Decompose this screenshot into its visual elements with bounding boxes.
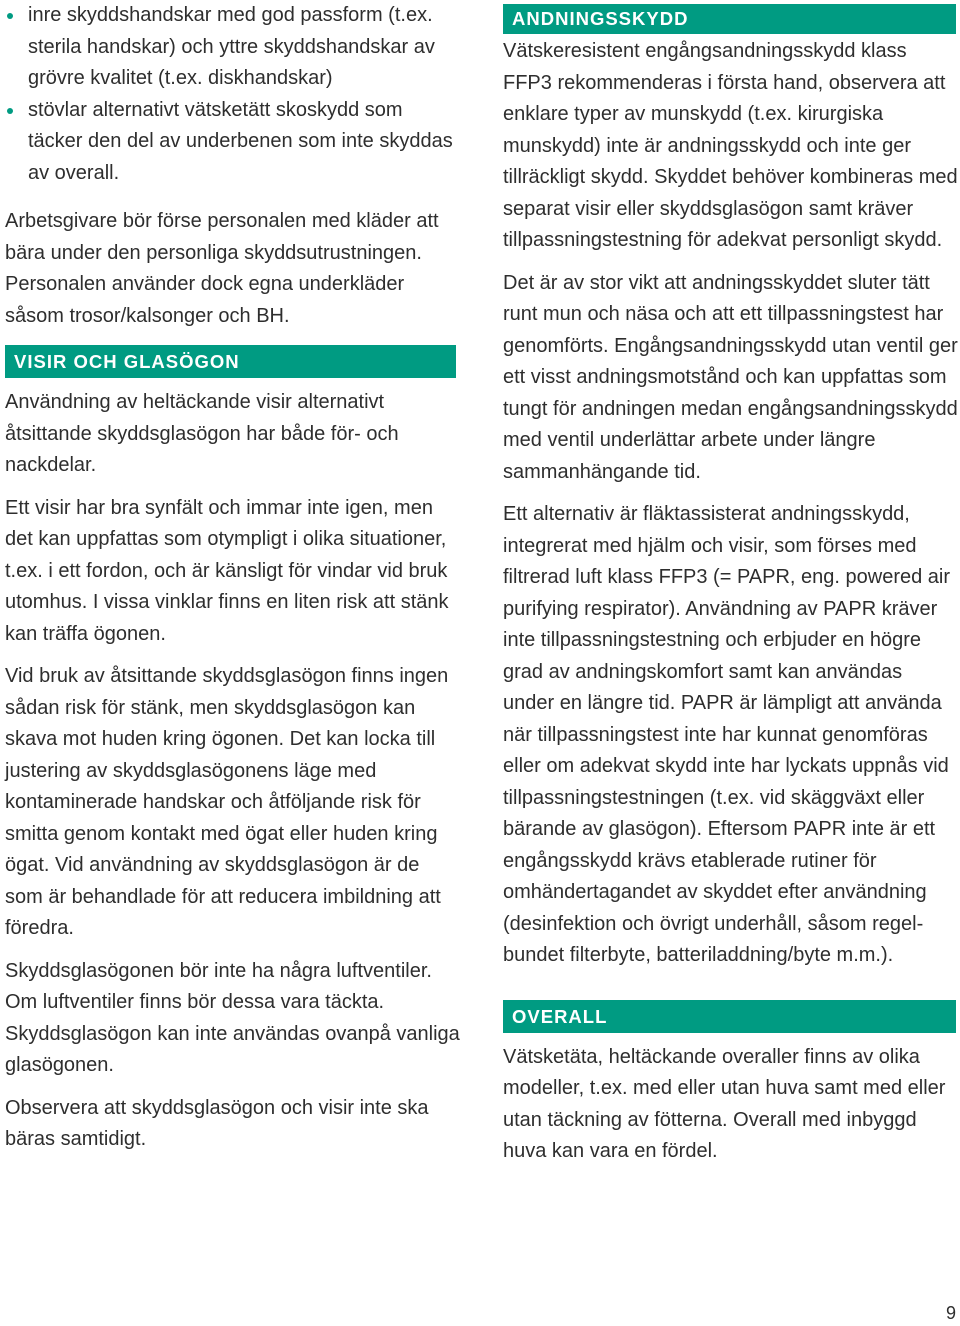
section-andningsskydd bbox=[503, 4, 958, 972]
paragraph: Skyddsglasögonen bör inte ha några luftventiler. Om luftventiler finns bör dessa vara täckta. Skyddsglasögon kan inte användas ovanpå vanliga glasögonen. bbox=[5, 959, 460, 1076]
right-column bbox=[503, 4, 958, 1179]
paragraph: Vätskeresistent engångsandningsskydd klass FFP3 rekommenderas i första hand, observera att enklare typer av munskydd (t.ex. kirurgiska munskydd) inte är andningsskydd och inte ger tillräckligt skydd. Skyddet behöver kombineras med separat visir eller skyddsglasögon samt kräver tillpassningstestning för adekvat personligt skydd. bbox=[503, 40, 958, 251]
paragraph: Vid bruk av åtsittande skyddsglasögon finns ingen sådan risk för stänk, men skyddsglasögon kan skava mot huden kring ögonen. Det kan locka till justering av skyddsglasögonens läge med kontaminerade handskar och åtföljande risk för smitta genom kontakt med ögat eller huden kring ögat. Vid användning av skyddsglasögon är de som är behandlade för att reducera imbildning att föredra. bbox=[5, 665, 449, 939]
paragraph: Användning av heltäckande visir alternativt åtsittande skyddsglasögon har både för- och nackdelar. bbox=[5, 391, 399, 476]
list-item: inre skyddshandskar med god passform (t.ex. sterila handskar) och yttre skyddshandskar av grövre kvalitet (t.ex. diskhandskar) bbox=[5, 0, 460, 95]
paragraph: Det är av stor vikt att andningsskyddet sluter tätt runt mun och näsa och att ett tillpassningstest har genomförts. Engångsandningsskydd utan ventil ger ett visst andningsmotstånd och kan uppfattas som tungt för andningen medan engångsandningsskydd med ventil underlättar arbete under längre sammanhängande tid. bbox=[503, 271, 958, 483]
paragraph: Vätsketäta, heltäckande overaller finns av olika modeller, t.ex. med eller utan huva samt med eller utan täckning av fötterna. Overall med inbyggd huva kan vara en fördel. bbox=[503, 1045, 946, 1162]
section-heading: VISIR OCH GLASÖGON bbox=[5, 345, 456, 378]
intro-paragraph: Arbetsgivare bör förse personalen med kläder att bära under den personliga skyddsutrustningen. Personalen använder dock egna underkläder såsom trosor/kalsonger och BH. bbox=[5, 210, 439, 327]
section-visir bbox=[5, 345, 460, 1156]
section-overall bbox=[503, 1000, 958, 1168]
section-heading: OVERALL bbox=[503, 1000, 956, 1033]
list-item: stövlar alternativt vätsketätt skoskydd som täcker den del av underbenen som inte skyddas av overall. bbox=[5, 95, 460, 190]
paragraph: Ett alternativ är fläktassisterat andningsskydd, integrerat med hjälm och visir, som förses med filtrerad luft klass FFP3 (= PAPR, eng. powered air purifying respirator). Användning av PAPR kräver inte tillpassningstestning och erbjuder en högre grad av andningskomfort samt kan användas under en längre tid. PAPR är lämpligt att använda när tillpassningstest inte har kunnat genomföras eller om adekvat skydd inte har lyckats uppnås vid tillpassningstestningen (t.ex. vid skäggväxt eller bärande av glasögon). Eftersom PAPR inte är ett engångsskydd krävs etablerade rutiner för omhändertagandet av skyddet efter användning (desinfektion och övrigt underhåll, såsom regelbundet filterbyte, batteriladdning/byte m.m.). bbox=[503, 503, 951, 966]
protective-clothing-list bbox=[5, 0, 460, 189]
left-column bbox=[5, 0, 460, 1167]
paragraph: Observera att skyddsglasögon och visir inte ska bäras samtidigt. bbox=[5, 1096, 429, 1150]
page-number: 9 bbox=[945, 1303, 956, 1323]
paragraph: Ett visir har bra synfält och immar inte igen, men det kan uppfattas som otympligt i olika situationer, t.ex. i ett fordon, och är känsligt för vindar vid bruk utomhus. I vissa vinklar finns en liten risk att stänk kan träffa ögonen. bbox=[5, 496, 449, 645]
section-heading: ANDNINGSSKYDD bbox=[503, 4, 956, 34]
